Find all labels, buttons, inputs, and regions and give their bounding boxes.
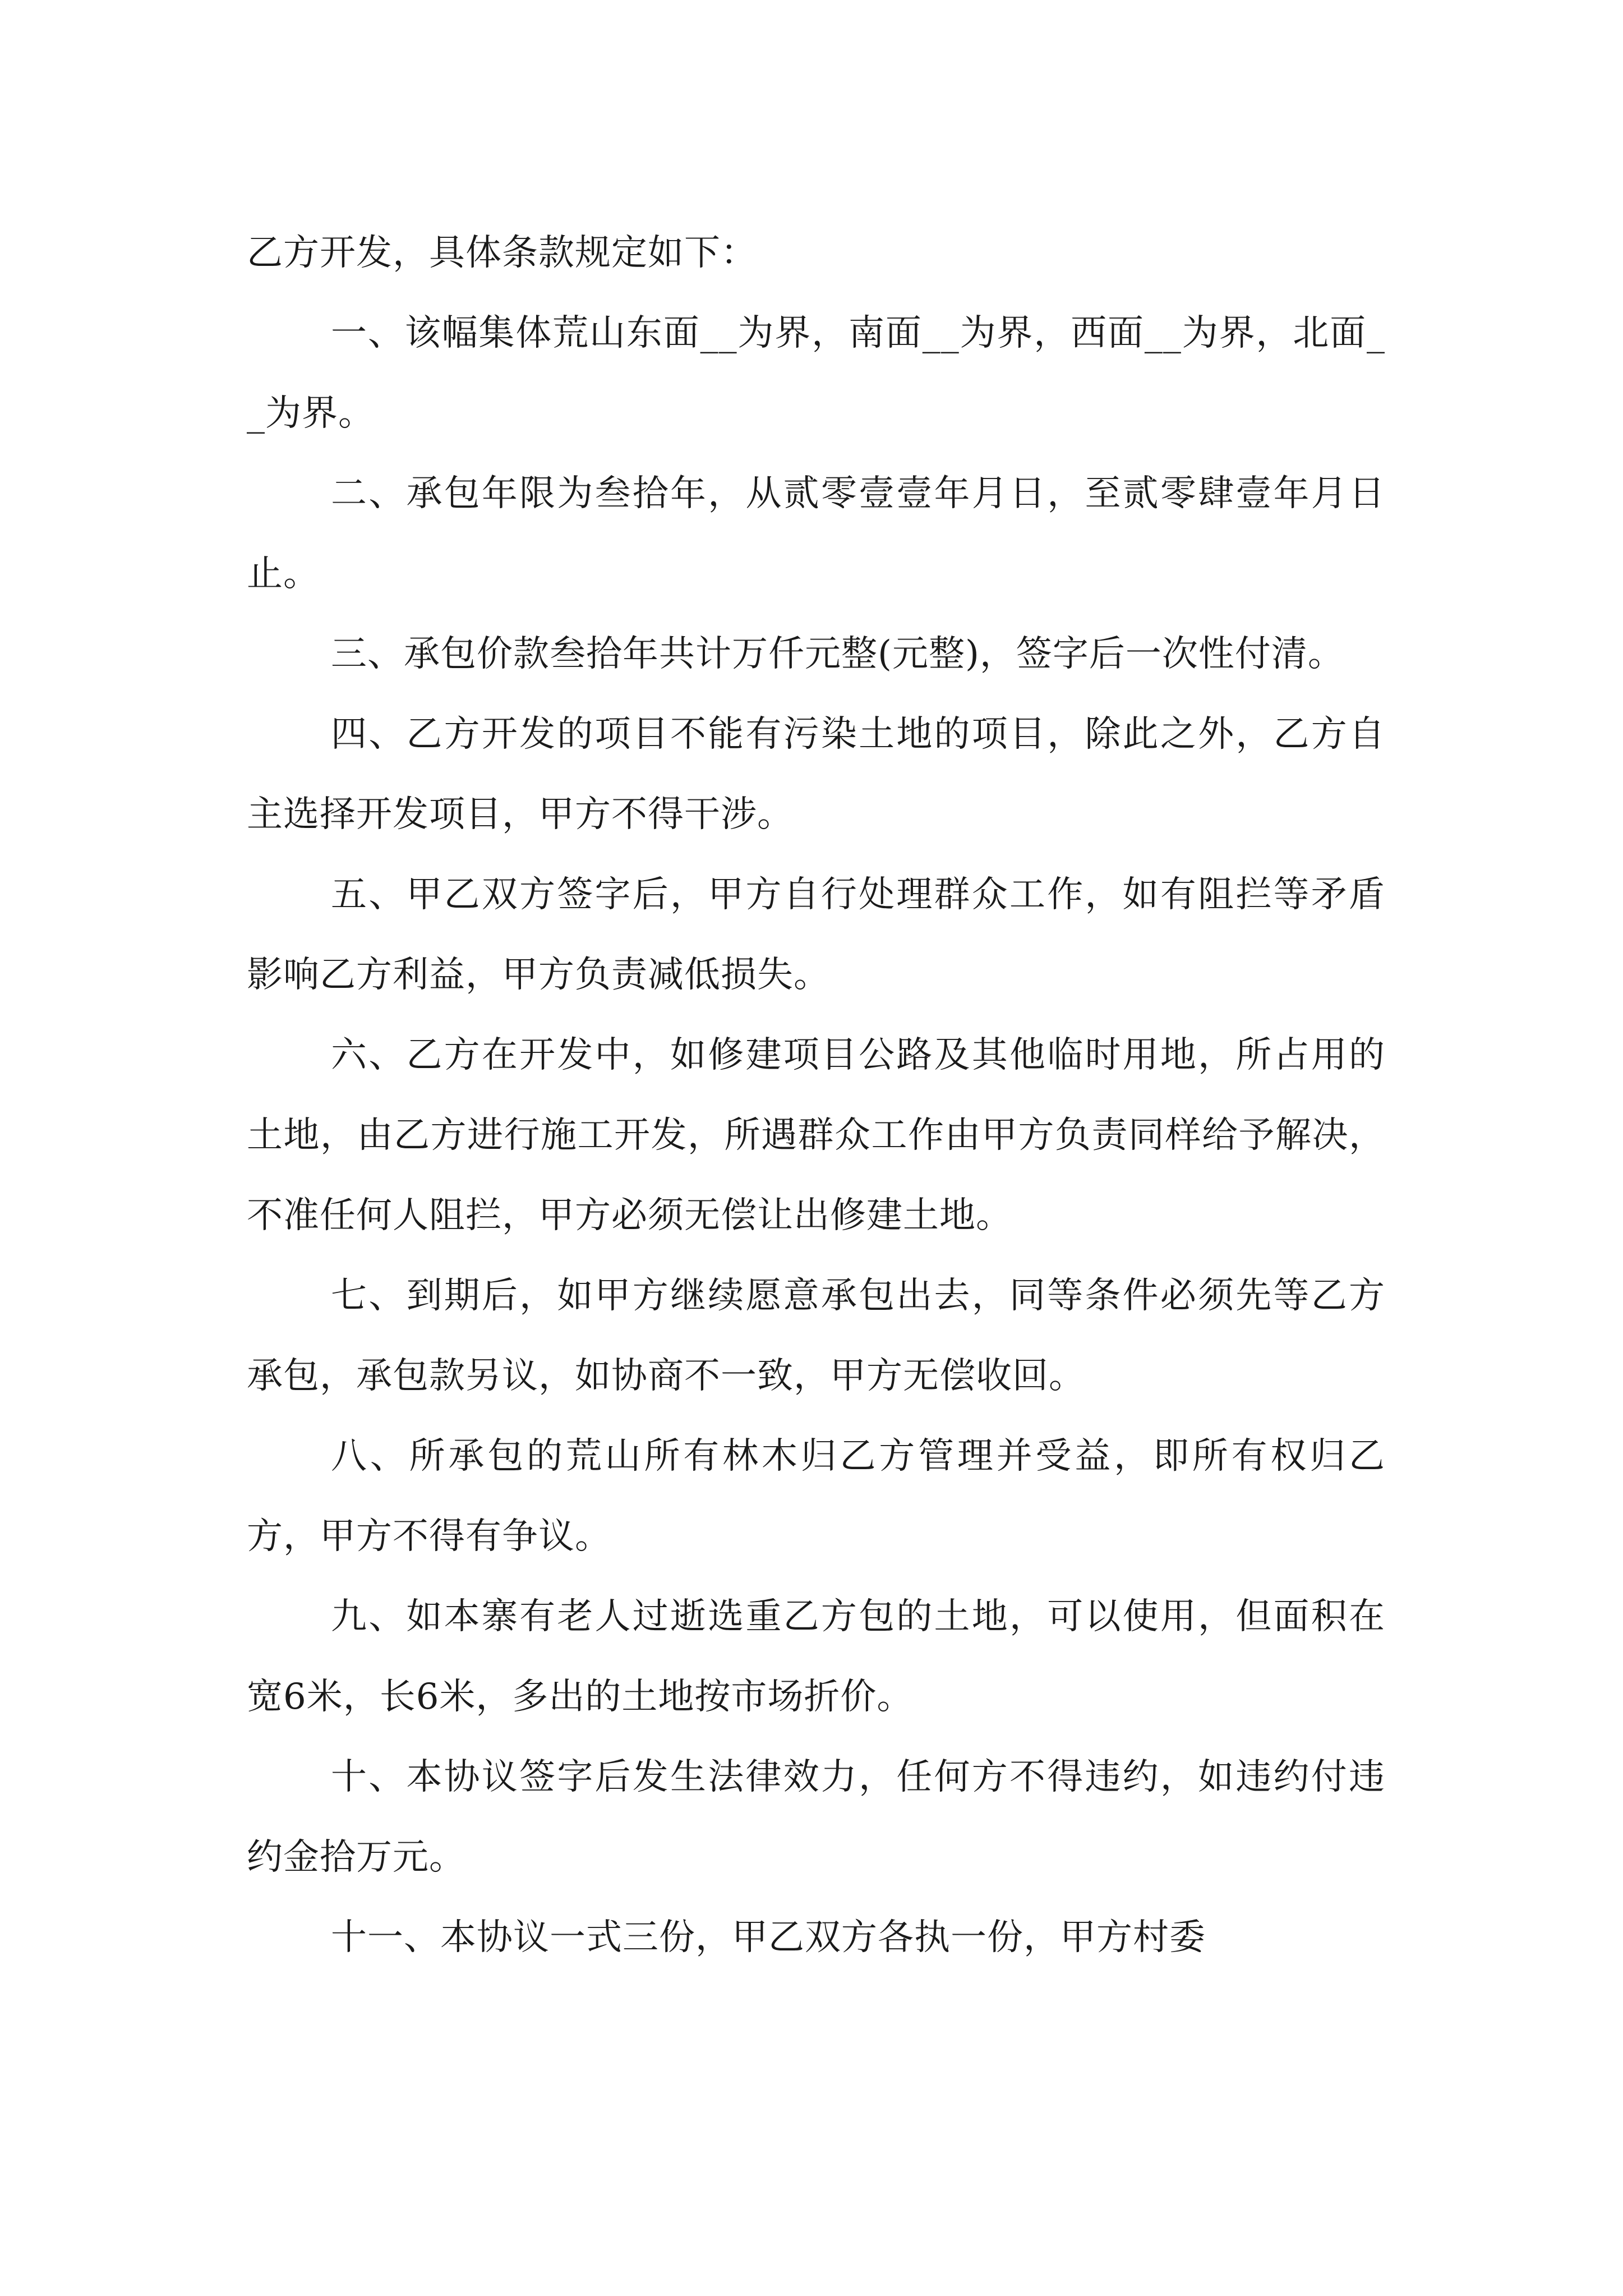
clause-8-paragraph: 八、所承包的荒山所有林木归乙方管理并受益，即所有权归乙方，甲方不得有争议。 [247, 1435, 1385, 1557]
clause-6-paragraph: 六、乙方在开发中，如修建项目公路及其他临时用地，所占用的土地，由乙方进行施工开发，所遇群众工作由甲方负责同样给予解决，不准任何人阻拦，甲方必须无偿让出修建土地。 [247, 1034, 1385, 1236]
clause-3-paragraph: 三、承包价款叁拾年共计万仟元整(元整)，签字后一次性付清。 [331, 633, 1344, 675]
clause-5-paragraph: 五、甲乙双方签字后，甲方自行处理群众工作，如有阻拦等矛盾影响乙方利益，甲方负责减低损失。 [247, 874, 1385, 996]
clause-1-paragraph: 一、该幅集体荒山东面__为界，南面__为界，西面__为界，北面__为界。 [247, 312, 1385, 434]
clause-7-paragraph: 七、到期后，如甲方继续愿意承包出去，同等条件必须先等乙方承包，承包款另议，如协商不一致，甲方无偿收回。 [247, 1275, 1385, 1397]
clause-2-paragraph: 二、承包年限为叁拾年，从贰零壹壹年月日，至贰零肆壹年月日止。 [247, 473, 1385, 595]
clause-10-paragraph: 十、本协议签字后发生法律效力，任何方不得违约，如违约付违约金拾万元。 [247, 1756, 1385, 1878]
intro-paragraph: 乙方开发，具体条款规定如下： [247, 232, 757, 274]
clause-11-paragraph: 十一、本协议一式三份，甲乙双方各执一份，甲方村委 [331, 1917, 1206, 1958]
document-body [247, 213, 1385, 1978]
clause-9-paragraph: 九、如本寨有老人过逝选重乙方包的土地，可以使用，但面积在宽6米，长6米，多出的土地按市场折价。 [247, 1596, 1385, 1718]
clause-4-paragraph: 四、乙方开发的项目不能有污染土地的项目，除此之外，乙方自主选择开发项目，甲方不得干涉。 [247, 714, 1385, 835]
